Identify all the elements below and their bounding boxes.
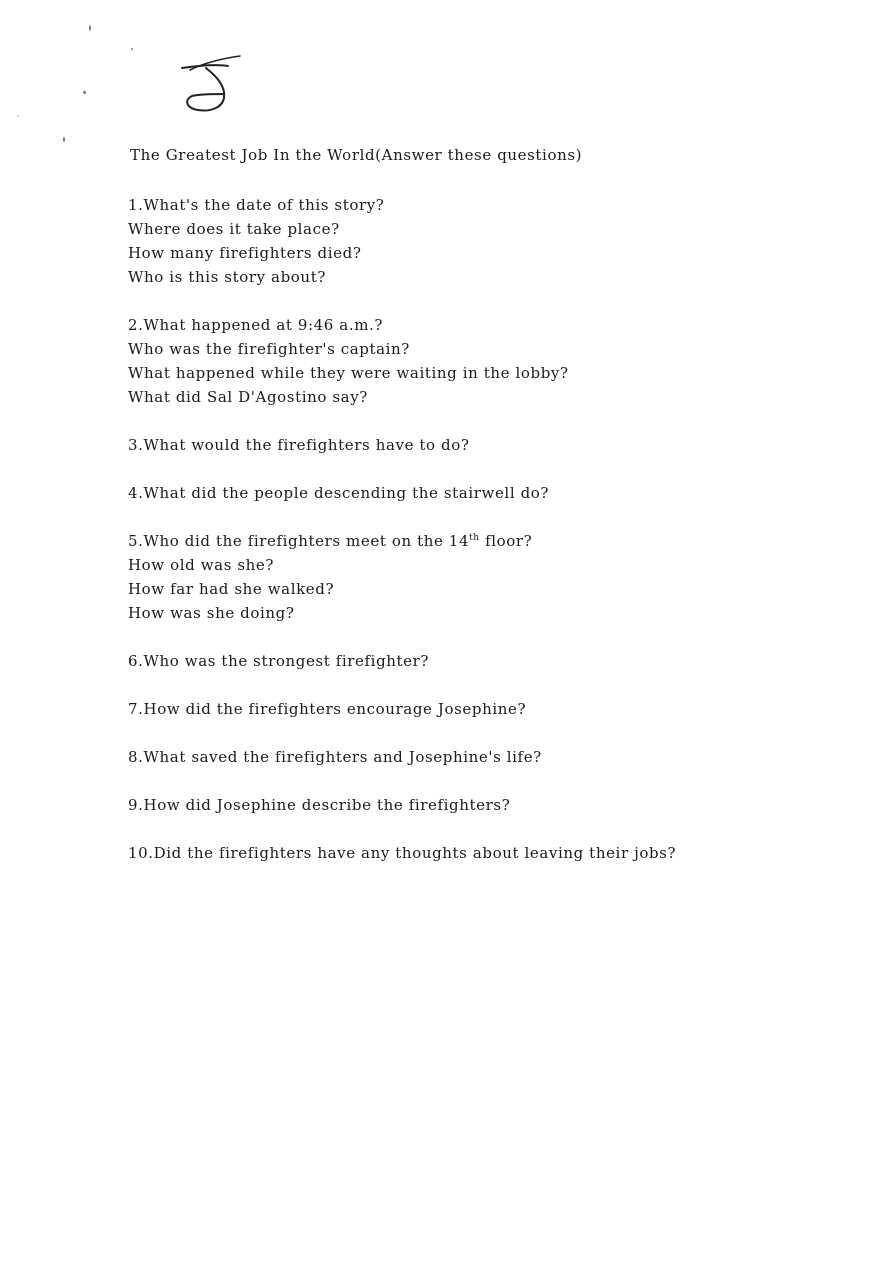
question-line: How old was she? xyxy=(128,556,275,574)
question-list xyxy=(128,193,828,889)
scan-speck xyxy=(89,25,91,31)
question-line: How was she doing? xyxy=(128,604,295,622)
question-line: 6.Who was the strongest firefighter? xyxy=(128,652,430,670)
ordinal-suffix: th xyxy=(469,533,480,543)
question-line: 10.Did the firefighters have any thoughts about leaving their jobs? xyxy=(128,844,677,862)
question-text: 5.Who did the firefighters meet on the 14 xyxy=(128,532,470,550)
question-line: 8.What saved the firefighters and Josephine's life? xyxy=(128,748,542,766)
question-line xyxy=(128,529,828,553)
question-line: Who is this story about? xyxy=(128,268,326,286)
question-line: 3.What would the firefighters have to do? xyxy=(128,436,470,454)
question-line: 4.What did the people descending the stairwell do? xyxy=(128,484,550,502)
question-line: Where does it take place? xyxy=(128,220,340,238)
question-group-8 xyxy=(128,745,828,769)
question-line: What happened while they were waiting in the lobby? xyxy=(128,364,569,382)
question-group-5 xyxy=(128,529,828,625)
handwritten-mark xyxy=(176,52,248,118)
question-line: Who was the firefighter's captain? xyxy=(128,340,410,358)
question-group-7 xyxy=(128,697,828,721)
question-group-2 xyxy=(128,313,828,409)
question-group-3 xyxy=(128,433,828,457)
question-line: 7.How did the firefighters encourage Josephine? xyxy=(128,700,527,718)
question-text: floor? xyxy=(479,532,533,550)
question-line: What did Sal D'Agostino say? xyxy=(128,388,368,406)
worksheet-title: The Greatest Job In the World(Answer these questions) xyxy=(130,146,583,164)
question-group-6 xyxy=(128,649,828,673)
question-group-10 xyxy=(128,841,828,865)
question-line: How many firefighters died? xyxy=(128,244,362,262)
question-group-1 xyxy=(128,193,828,289)
question-line: 2.What happened at 9:46 a.m.? xyxy=(128,316,384,334)
question-line: How far had she walked? xyxy=(128,580,335,598)
scan-speck xyxy=(131,48,133,50)
question-line: 1.What's the date of this story? xyxy=(128,196,385,214)
question-group-4 xyxy=(128,481,828,505)
scan-speck xyxy=(17,115,19,117)
question-group-9 xyxy=(128,793,828,817)
scan-speck xyxy=(83,91,86,94)
scan-speck xyxy=(63,137,65,142)
question-line: 9.How did Josephine describe the firefighters? xyxy=(128,796,511,814)
